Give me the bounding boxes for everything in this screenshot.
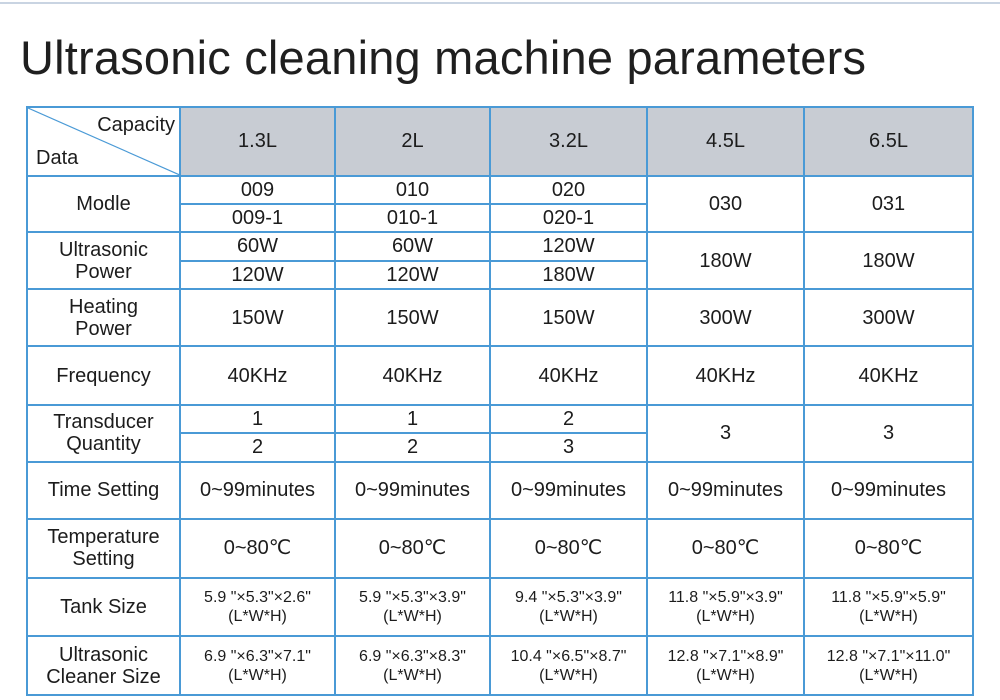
table-cell: 0~99minutes (647, 462, 804, 520)
table-cell (335, 636, 490, 695)
row-label-heating-power (27, 289, 180, 347)
capacity-header: 4.5L (647, 107, 804, 176)
row-label-time-setting: Time Setting (27, 462, 180, 520)
page-title: Ultrasonic cleaning machine parameters (20, 31, 867, 84)
table-cell: 0~80℃ (335, 519, 490, 578)
size-value: 5.9 "×5.3"×2.6" (204, 589, 311, 607)
table-cell: 120W (335, 261, 490, 289)
size-unit: (L*W*H) (383, 666, 442, 684)
table-cell: 2 (490, 405, 647, 433)
table-cell: 030 (647, 176, 804, 233)
table-row (27, 346, 973, 405)
size-unit: (L*W*H) (859, 666, 918, 684)
table-cell: 020-1 (490, 204, 647, 232)
size-unit: (L*W*H) (383, 608, 442, 626)
table-cell (490, 636, 647, 695)
table-cell: 40KHz (335, 346, 490, 405)
table-cell: 180W (490, 261, 647, 289)
label-line: Ultrasonic (59, 238, 148, 261)
row-label-temperature-setting (27, 519, 180, 578)
size-value: 11.8 "×5.9"×5.9" (831, 589, 946, 607)
label-line: Quantity (66, 433, 141, 456)
size-value: 12.8 "×7.1"×8.9" (667, 647, 784, 665)
label-line: Transducer (53, 411, 154, 434)
size-unit: (L*W*H) (228, 608, 287, 626)
row-label-transducer-quantity (27, 405, 180, 462)
table-cell (647, 578, 804, 637)
table-cell: 0~80℃ (180, 519, 335, 578)
label-line: Setting (72, 548, 135, 571)
table-cell: 300W (647, 289, 804, 347)
table-cell: 300W (804, 289, 973, 347)
size-unit: (L*W*H) (696, 666, 755, 684)
table-cell: 009-1 (180, 204, 335, 232)
table-cell: 120W (490, 232, 647, 260)
table-cell: 3 (804, 405, 973, 462)
table-cell: 180W (804, 232, 973, 289)
table-row (27, 176, 973, 204)
table-cell: 150W (335, 289, 490, 347)
table-cell: 180W (647, 232, 804, 289)
table-cell (335, 578, 490, 637)
row-label-cleaner-size (27, 636, 180, 695)
table-row (27, 519, 973, 578)
table-row (27, 578, 973, 637)
capacity-header: 3.2L (490, 107, 647, 176)
table-cell: 3 (490, 433, 647, 461)
size-value: 6.9 "×6.3"×8.3" (359, 647, 466, 665)
table-cell: 010-1 (335, 204, 490, 232)
table-cell: 40KHz (647, 346, 804, 405)
table-cell (804, 578, 973, 637)
capacity-header: 2L (335, 107, 490, 176)
label-line: Temperature (47, 526, 160, 549)
table-cell: 40KHz (490, 346, 647, 405)
label-line: Heating (69, 295, 138, 318)
table-cell: 0~80℃ (647, 519, 804, 578)
size-unit: (L*W*H) (539, 666, 598, 684)
table-cell: 2 (180, 433, 335, 461)
table-cell: 0~80℃ (490, 519, 647, 578)
corner-capacity-label: Capacity (97, 114, 175, 136)
table-cell (647, 636, 804, 695)
table-row (27, 232, 973, 260)
row-label-modle: Modle (27, 176, 180, 233)
label-line: Cleaner Size (46, 665, 161, 688)
table-row (27, 405, 973, 433)
table-cell (180, 636, 335, 695)
size-value: 11.8 "×5.9"×3.9" (668, 589, 783, 607)
table-cell: 0~99minutes (180, 462, 335, 520)
corner-data-label: Data (36, 146, 79, 169)
row-label-tank-size: Tank Size (27, 578, 180, 637)
table-cell: 3 (647, 405, 804, 462)
size-unit: (L*W*H) (859, 608, 918, 626)
corner-cell (27, 107, 180, 176)
label-line: Power (75, 317, 132, 340)
table-cell: 1 (180, 405, 335, 433)
table-cell: 0~99minutes (490, 462, 647, 520)
size-unit: (L*W*H) (228, 666, 287, 684)
table-cell: 60W (180, 232, 335, 260)
table-cell: 2 (335, 433, 490, 461)
table-cell: 40KHz (804, 346, 973, 405)
table-cell: 0~99minutes (335, 462, 490, 520)
table-cell: 120W (180, 261, 335, 289)
table-row (27, 462, 973, 520)
row-label-ultrasonic-power (27, 232, 180, 289)
size-value: 5.9 "×5.3"×3.9" (359, 589, 466, 607)
table-cell: 150W (180, 289, 335, 347)
row-label-frequency: Frequency (27, 346, 180, 405)
table-cell: 40KHz (180, 346, 335, 405)
table-row (27, 636, 973, 695)
table-row (27, 289, 973, 347)
table-cell (180, 578, 335, 637)
size-unit: (L*W*H) (696, 608, 755, 626)
table-cell: 60W (335, 232, 490, 260)
size-value: 12.8 "×7.1"×11.0" (826, 647, 951, 665)
size-value: 10.4 "×6.5"×8.7" (510, 647, 627, 665)
table-cell: 031 (804, 176, 973, 233)
table-cell: 009 (180, 176, 335, 204)
capacity-header: 6.5L (804, 107, 973, 176)
table-cell: 0~99minutes (804, 462, 973, 520)
table-cell: 010 (335, 176, 490, 204)
label-line: Power (75, 260, 132, 283)
table-cell: 0~80℃ (804, 519, 973, 578)
size-unit: (L*W*H) (539, 608, 598, 626)
table-cell: 1 (335, 405, 490, 433)
size-value: 9.4 "×5.3"×3.9" (515, 589, 622, 607)
table-cell: 150W (490, 289, 647, 347)
header-row (27, 107, 973, 176)
parameters-table (26, 106, 974, 696)
capacity-header: 1.3L (180, 107, 335, 176)
top-divider (0, 2, 1000, 4)
size-value: 6.9 "×6.3"×7.1" (204, 647, 311, 665)
label-line: Ultrasonic (59, 643, 148, 666)
table-cell (490, 578, 647, 637)
table-cell: 020 (490, 176, 647, 204)
table-cell (804, 636, 973, 695)
